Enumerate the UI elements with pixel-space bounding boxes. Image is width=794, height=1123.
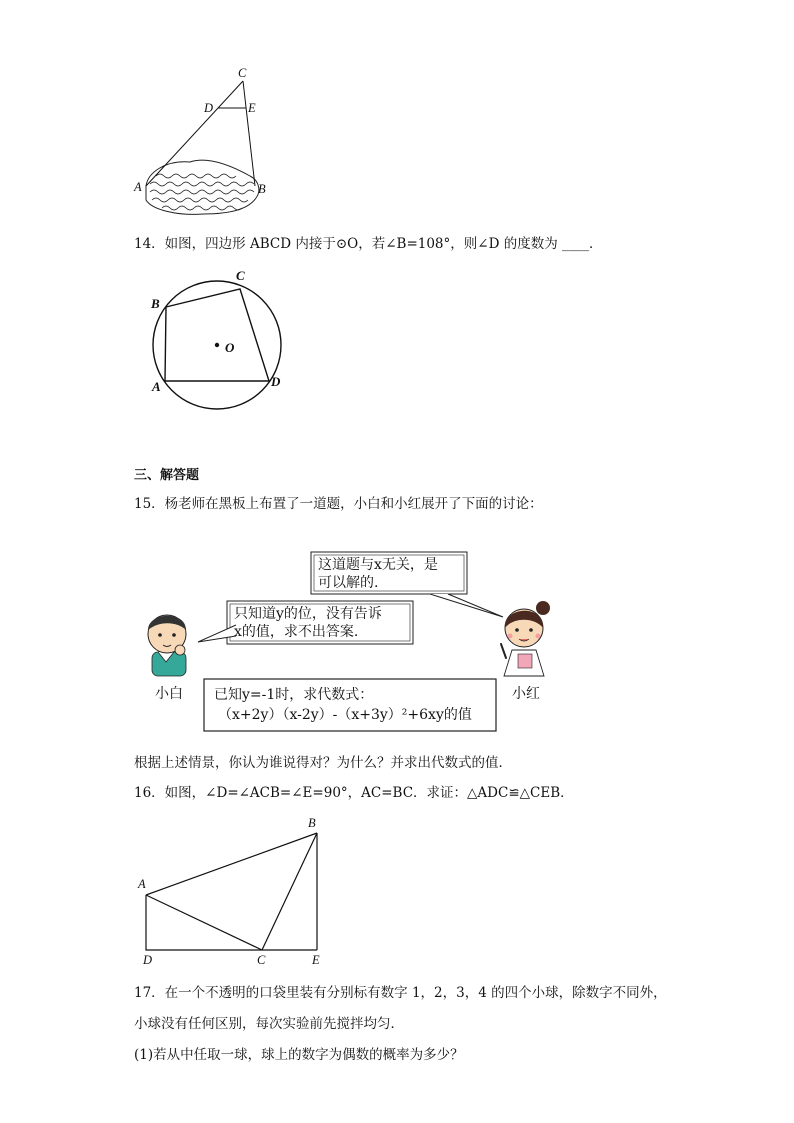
- fig13-label-D: D: [204, 101, 214, 115]
- hong-bubble-line-2: 可以解的.: [318, 575, 379, 591]
- name-xiaobai: 小白: [155, 686, 183, 702]
- fig14-label-C: C: [236, 268, 245, 283]
- segment-AC: [146, 895, 262, 950]
- fig14-label-A: A: [152, 379, 161, 394]
- bai-bubble-line-1: 只知道y的位，没有告诉: [234, 606, 382, 622]
- fig16-label-E: E: [312, 953, 320, 967]
- fig13-label-E: E: [248, 101, 256, 115]
- fig16-label-D: D: [143, 953, 153, 967]
- bai-bubble-line-2: x的值，求不出答案.: [234, 624, 359, 640]
- fig14-label-B: B: [151, 296, 160, 311]
- question-17-line-2: 小球没有任何区别，每次实验前先搅拌均匀．: [134, 1016, 404, 1032]
- name-xiaohong: 小红: [512, 686, 540, 702]
- board-line-1: 已知y=-1时，求代数式：: [214, 687, 374, 703]
- fig16-label-A: A: [138, 877, 146, 891]
- fig13-label-A: A: [134, 180, 142, 194]
- question-17-sub-1: (1)若从中任取一球，球上的数字为偶数的概率为多少？: [134, 1047, 464, 1063]
- question-17-line-1: 17．在一个不透明的口袋里装有分别标有数字 1，2，3，4 的四个小球，除数字不同外，: [134, 985, 667, 1001]
- board-line-2: （x+2y）（x-2y）-（x+3y）²+6xy的值: [218, 707, 472, 723]
- question-16-text: 16．如图，∠D=∠ACB=∠E=90°，AC=BC．求证：△ADC≌△CEB．: [134, 785, 574, 801]
- question-14-text: 14．如图，四边形 ABCD 内接于⊙O，若∠B=108°，则∠D 的度数为 ____．: [134, 236, 603, 252]
- fig14-label-O: O: [225, 340, 235, 355]
- segment-AD-DE: [146, 895, 317, 950]
- fig13-label-C: C: [238, 66, 247, 80]
- fig16-label-B: B: [308, 816, 316, 830]
- fig13-label-B: B: [258, 182, 266, 196]
- hong-bubble-line-1: 这道题与x无关，是: [318, 557, 438, 573]
- fig16-label-C: C: [257, 953, 266, 967]
- segment-AB: [146, 833, 317, 895]
- fig14-label-D: D: [271, 374, 281, 389]
- question-15-text: 15．杨老师在黑板上布置了一道题，小白和小红展开了下面的讨论：: [134, 496, 543, 512]
- section-heading: 三、解答题: [134, 468, 200, 483]
- question-15-followup: 根据上述情景，你认为谁说得对？为什么？并求出代数式的值．: [134, 755, 512, 771]
